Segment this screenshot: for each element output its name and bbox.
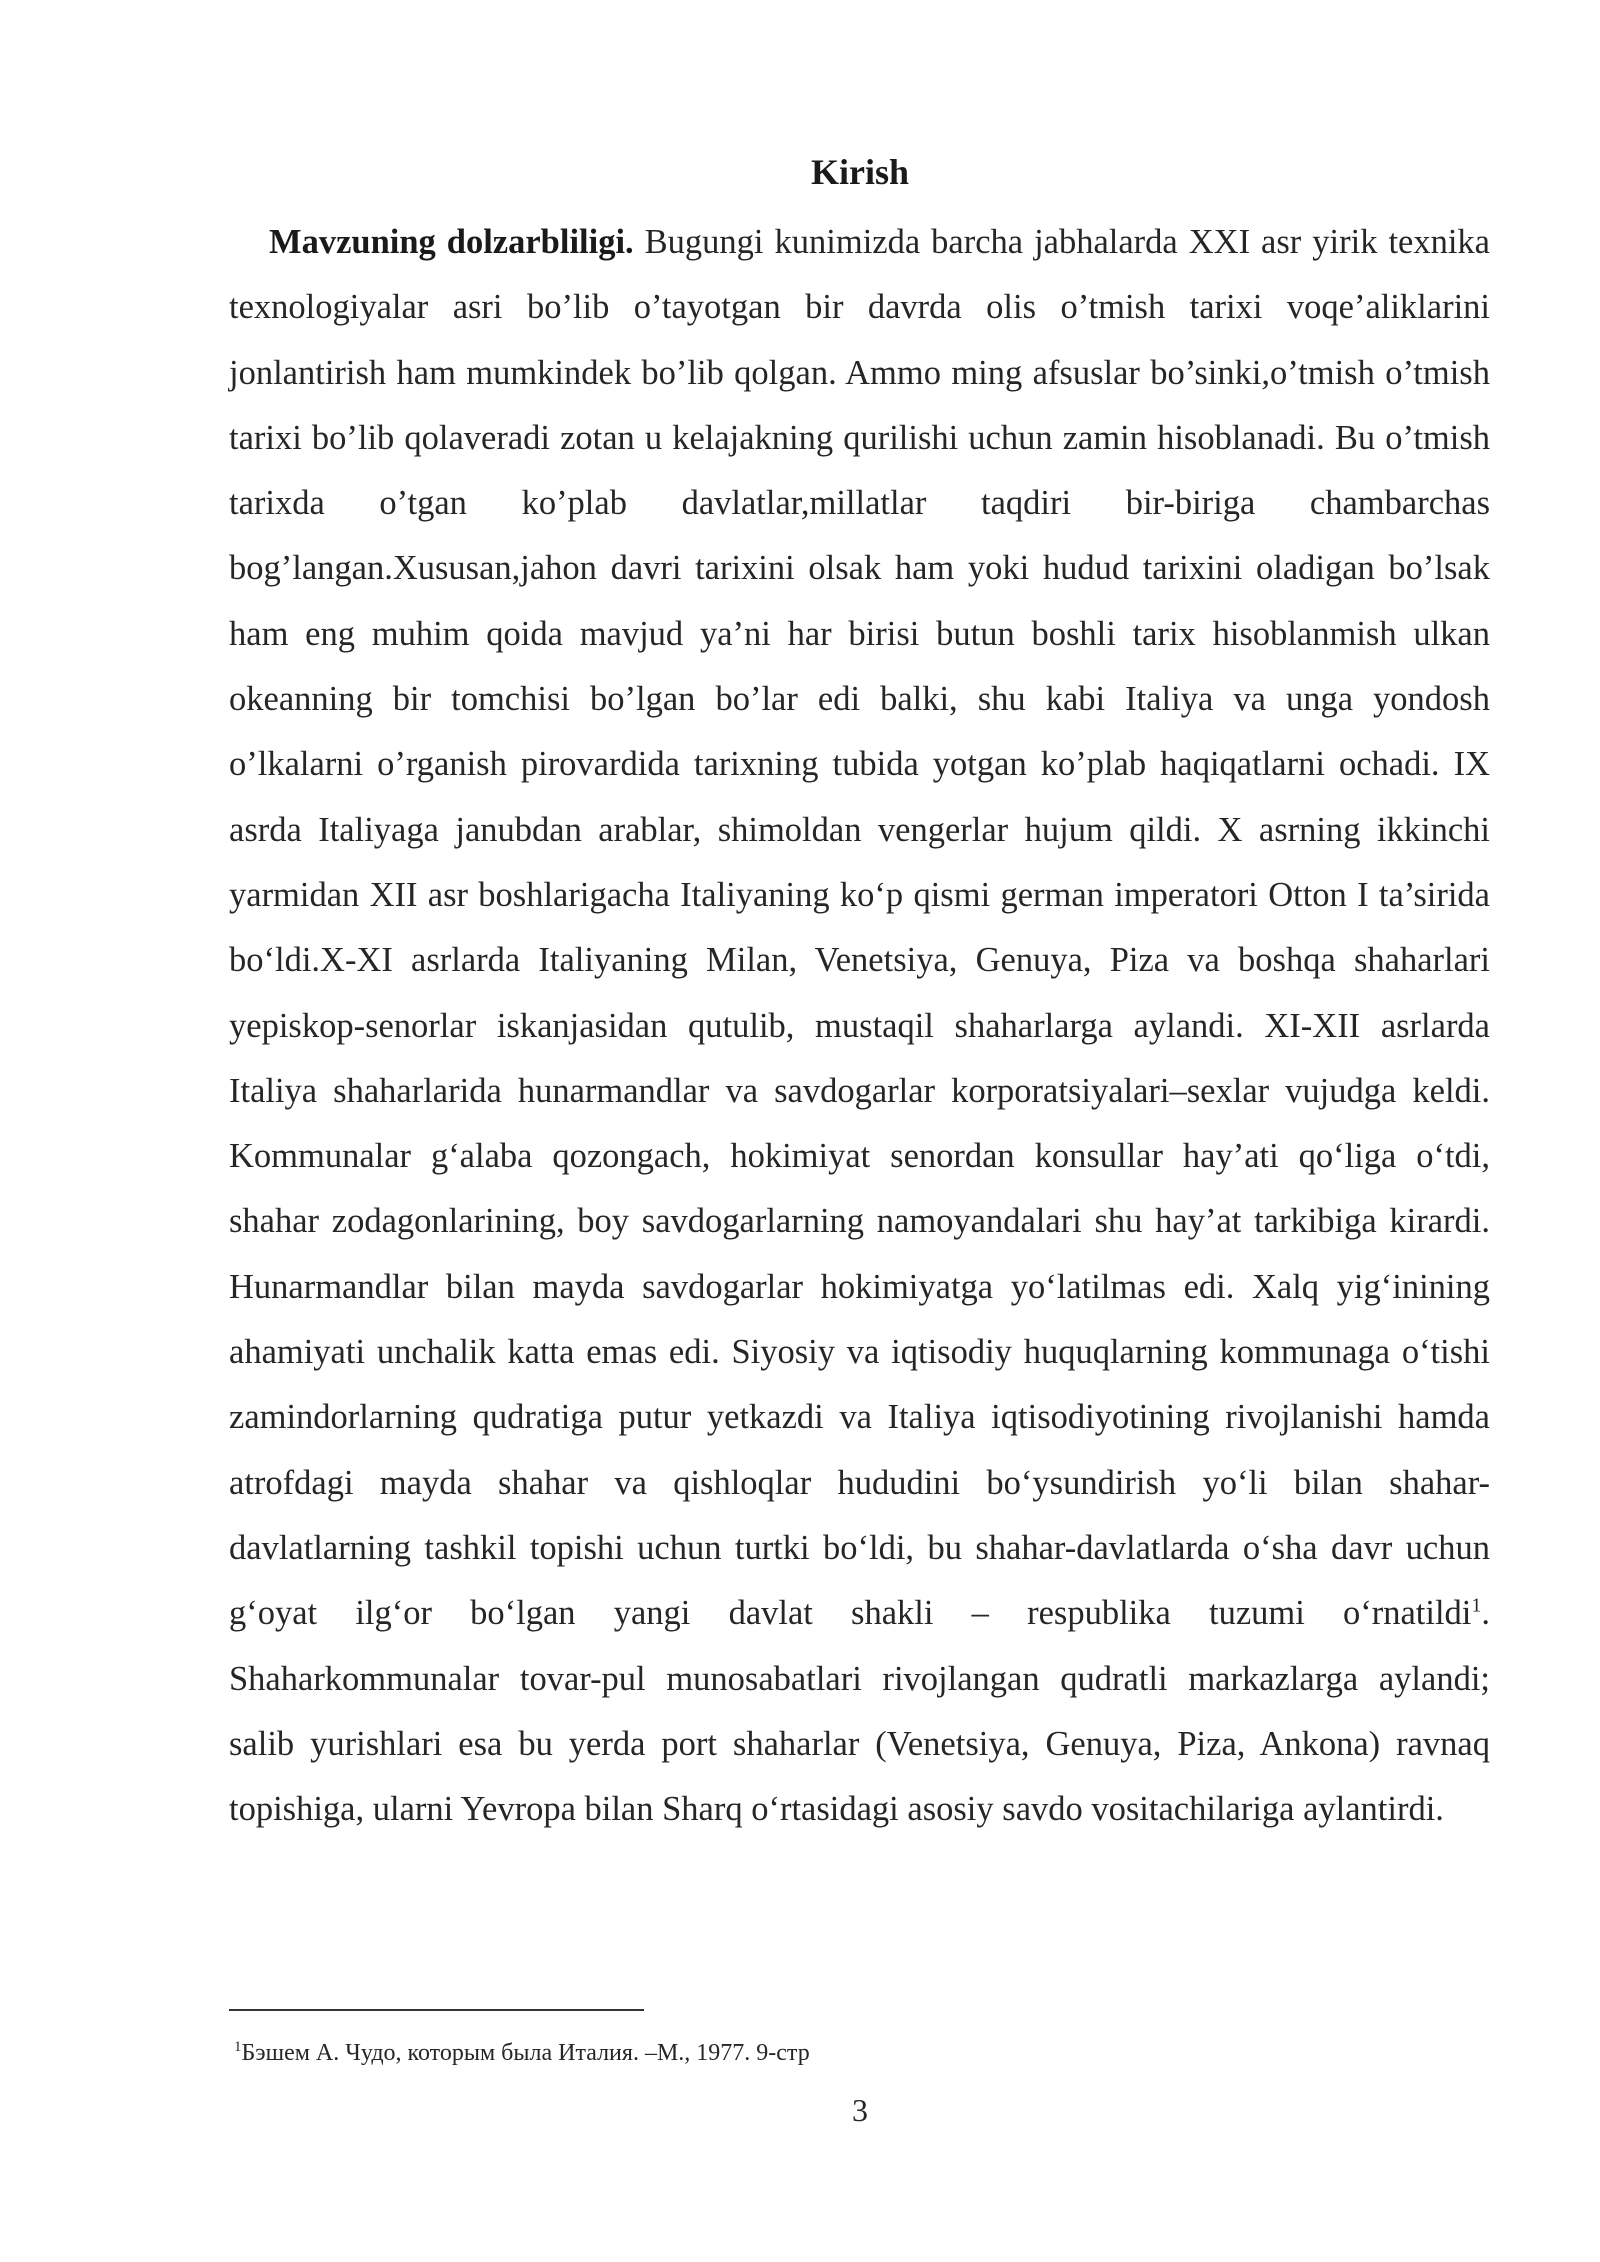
footnote-reference[interactable]: 1 xyxy=(1471,1594,1482,1617)
body-text xyxy=(229,210,1490,1842)
paragraph-text-part-2: . Shaharkommunalar tovar-pul munosabatlari rivojlangan qudratli markazlarga aylandi; salib yurishlari esa bu yerda port shaharlar (Venetsiya, Genuya, Piza, Ankona) ravnaq topishiga, ularni Yevropa bilan Sharq o‘rtasidagi asosiy savdo vositachilariga aylantirdi. xyxy=(229,1594,1490,1829)
footnote-text: Бэшем А. Чудо, которым была Италия. –М., 1977. 9-стр xyxy=(241,2040,810,2066)
footnote-separator xyxy=(229,2009,644,2011)
paragraph-text-part-1: Bugungi kunimizda barcha jabhalarda XXI asr yirik texnika texnologiyalar asri bo’lib o’tayotgan bir davrda olis o’tmish tarixi voqe’aliklarini jonlantirish ham mumkindek bo’lib qolgan. Ammo ming afsuslar bo’sinki,o’tmish o’tmish tarixi bo’lib qolaveradi zotan u kelajakning qurilishi uchun zamin hisoblanadi. Bu o’tmish tarixda o’tgan ko’plab davlatlar,millatlar taqdiri bir-biriga chambarchas bog’langan.Xususan,jahon davri tarixini olsak ham yoki hudud tarixini oladigan bo’lsak ham eng muhim qoida mavjud ya’ni har birisi butun boshli tarix hisoblanmish ulkan okeanning bir tomchisi bo’lgan bo’lar edi balki, shu kabi Italiya va unga yondosh o’lkalarni o’rganish pirovardida tarixning tubida yotgan ko’plab haqiqatlarni ochadi. IX asrda Italiyaga janubdan arablar, shimoldan vengerlar hujum qildi. X asrning ikkinchi yarmidan XII asr boshlarigacha Italiyaning ko‘p qismi german imperatori Otton I ta’sirida bo‘ldi.X-XI asrlarda Italiyaning Milan, Venetsiya, Genuya, Piza va boshqa shaharlari yepiskop-senorlar iskanjasidan qutulib, mustaqil shaharlarga aylandi. XI-XII asrlarda Italiya shaharlarida hunarmandlar va savdogarlar korporatsiyalari–sexlar vujudga keldi. Kommunalar g‘alaba qozongach, hokimiyat senordan konsullar hay’ati qo‘liga o‘tdi, shahar zodagonlarining, boy savdogarlarning namoyandalari shu hay’at tarkibiga kirardi. Hunarmandlar bilan mayda savdogarlar hokimiyatga yo‘latilmas edi. Xalq yig‘inining ahamiyati unchalik katta emas edi. Siyosiy va iqtisodiy huquqlarning kommunaga o‘tishi zamindorlarning qudratiga putur yetkazdi va Italiya iqtisodiyotining rivojlanishi hamda atrofdagi mayda shahar va qishloqlar hududini bo‘ysundirish yo‘li bilan shahar-davlatlarning tashkil topishi uchun turtki bo‘ldi, bu shahar-davlatlarda o‘sha davr uchun g‘oyat ilg‘or bo‘lgan yangi davlat shakli – respublika tuzumi o‘rnatildi xyxy=(229,223,1490,1633)
footnote xyxy=(234,2037,810,2069)
paragraph xyxy=(229,210,1490,1842)
page-number: 3 xyxy=(852,2092,868,2128)
paragraph-lead: Mavzuning dolzarbliligi. xyxy=(269,223,634,261)
page-title: Kirish xyxy=(810,152,909,192)
footnote-mark: 1 xyxy=(234,2039,242,2055)
